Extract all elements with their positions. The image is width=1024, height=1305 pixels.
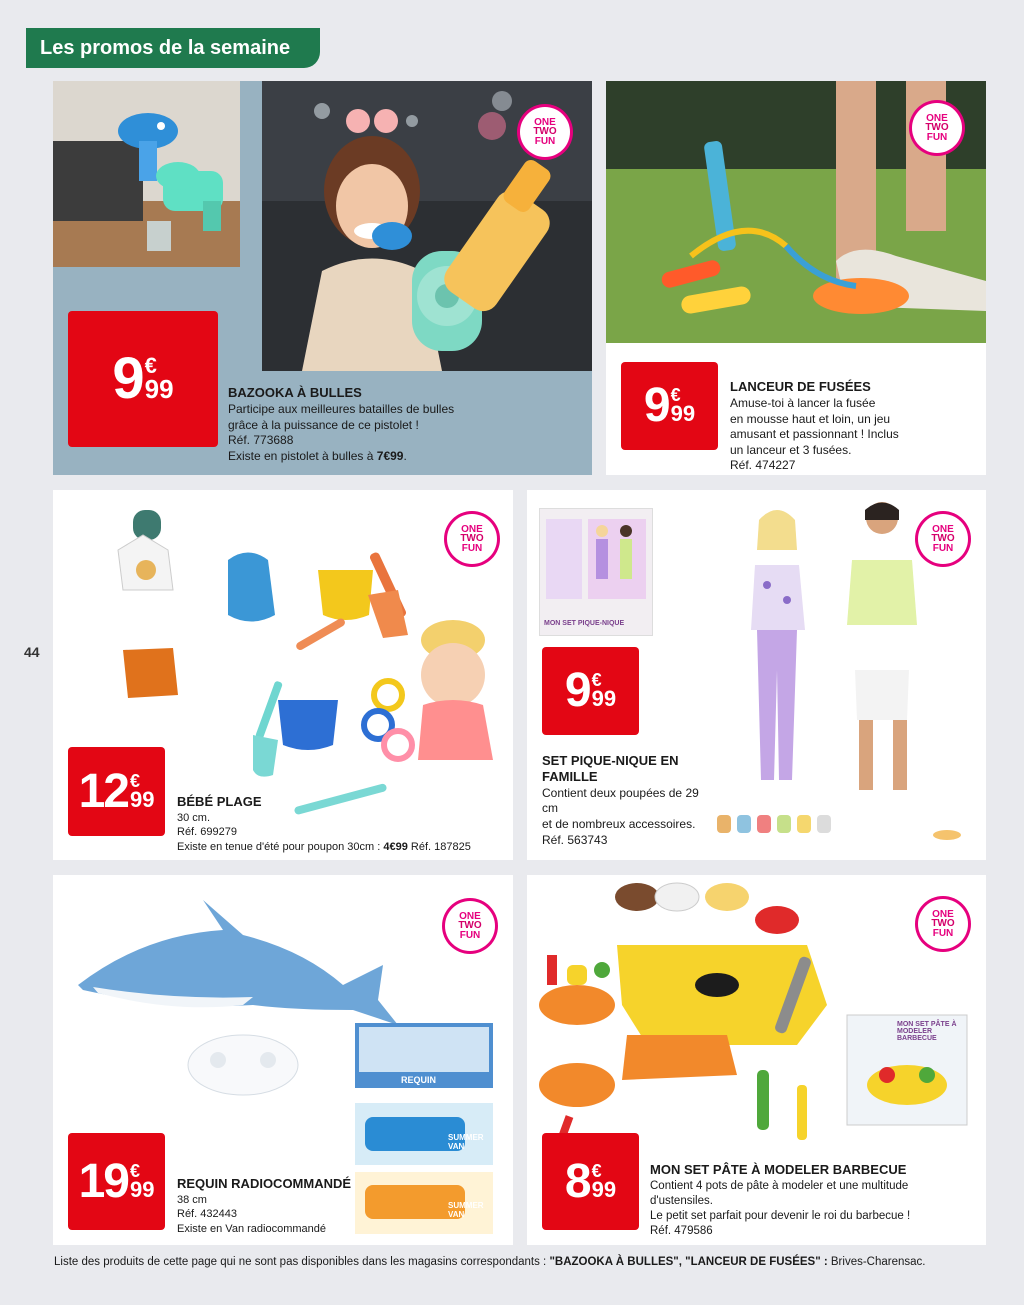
product-ref: Réf. 432443 [177,1208,237,1221]
price-cents: 99 [670,401,696,427]
desc-line: un lanceur et 3 fusées. [730,442,852,457]
price-currency: € [129,1160,140,1181]
box-label: SUMMER VAN [448,1133,484,1151]
product-title: LANCEUR DE FUSÉES [730,379,871,394]
product-ref: Réf. 563743 [542,832,608,847]
price-cents: 99 [129,1176,155,1202]
brand-logo: ONE TWO FUN [520,107,570,157]
page-number: 44 [24,644,40,660]
price-currency: € [129,770,140,791]
product-title: BÉBÉ PLAGE [177,794,262,809]
desc-line: Participe aux meilleures batailles de bulles [228,401,455,416]
desc-line: d'ustensiles. [650,1194,713,1207]
product-description [177,1177,352,1236]
price-tag [621,362,718,450]
price-integer: 8 [564,1154,590,1208]
product-description [730,380,970,474]
bazooka-main-photo [262,81,592,371]
price-integer: 9 [643,379,669,432]
price-tag [68,747,165,836]
product-ref: Réf. 479586 [650,1224,713,1237]
desc-line: Existe en tenue d'été pour poupon 30cm : 4€99 Réf. 187825 [177,840,471,853]
product-ref: Réf. 699279 [177,826,237,839]
desc-line: amusant et passionnant ! Inclus [730,427,899,442]
desc-line: Amuse-toi à lancer la fusée [730,395,876,410]
product-description [542,754,712,848]
product-title: REQUIN RADIOCOMMANDÉ [177,1176,352,1191]
product-title: MON SET PÂTE À MODELER BARBECUE [650,1162,907,1177]
product-ref: Réf. 773688 [228,433,294,448]
availability-footnote: Liste des produits de cette page qui ne sont pas disponibles dans les magasins correspondants : "BAZOOKA À BULLES", "LANCEUR DE FUSÉES" : Brives-Charensac. [54,1256,926,1268]
brand-logo: ONE TWO FUN [445,901,495,951]
box-label: REQUIN [401,1075,437,1085]
price-integer: 19 [78,1154,128,1208]
price-currency: € [144,353,157,379]
pique-nique-box-photo [539,508,653,636]
desc-line: Existe en Van radiocommandé [177,1222,326,1235]
price-currency: € [591,1160,602,1181]
price-currency: € [670,385,681,405]
brand-logo: ONE TWO FUN [918,899,968,949]
desc-line: 38 cm [177,1193,207,1206]
product-description [650,1163,980,1239]
price-integer: 9 [112,346,143,411]
product-description [228,386,528,464]
price-integer: 9 [564,664,590,717]
price-cents: 99 [591,686,617,712]
lanceur-photo [606,81,986,343]
price-currency: € [591,670,602,690]
product-card-lanceur[interactable] [606,81,986,475]
desc-line: en mousse haut et loin, un jeu [730,411,891,426]
box-label: MON SET PÂTE À MODELER BARBECUE [897,1021,957,1042]
product-card-pate-a-modeler[interactable] [527,875,986,1245]
desc-line: 30 cm. [177,811,211,824]
price-tag [68,1133,165,1230]
brand-logo: ONE TWO FUN [918,514,968,564]
product-ref: Réf. 474227 [730,458,796,473]
price-cents: 99 [591,1176,617,1202]
product-card-pique-nique[interactable] [527,490,986,860]
brand-logo: ONE TWO FUN [447,514,497,564]
product-description [177,795,507,854]
box-label: MON SET PIQUE-NIQUE [544,620,625,627]
product-title: BAZOOKA À BULLES [228,385,362,400]
desc-line: Le petit set parfait pour devenir le roi du barbecue ! [650,1209,911,1222]
product-card-requin[interactable] [53,875,513,1245]
desc-line: grâce à la puissance de ce pistolet ! [228,417,419,432]
desc-line: Existe en pistolet à bulles à 7€99. [228,448,407,463]
price-cents: 99 [129,786,155,812]
price-tag [68,311,218,447]
price-integer: 12 [78,764,128,818]
price-tag [542,647,639,735]
product-title: SET PIQUE-NIQUE EN [542,753,679,768]
price-tag [542,1133,639,1230]
page-title: Les promos de la semaine [26,28,320,68]
desc-line: et de nombreux accessoires. [542,817,696,832]
box-label: SUMMER VAN [448,1201,484,1219]
brand-logo: ONE TWO FUN [912,103,962,153]
desc-line: Contient deux poupées de 29 cm [542,785,699,816]
bazooka-inset-photo [53,81,240,267]
desc-line: Contient 4 pots de pâte à modeler et une multitude [650,1179,909,1192]
price-cents: 99 [144,374,174,405]
product-title: FAMILLE [542,768,598,784]
product-card-bazooka[interactable] [53,81,592,475]
product-card-bebe-plage[interactable] [53,490,513,860]
